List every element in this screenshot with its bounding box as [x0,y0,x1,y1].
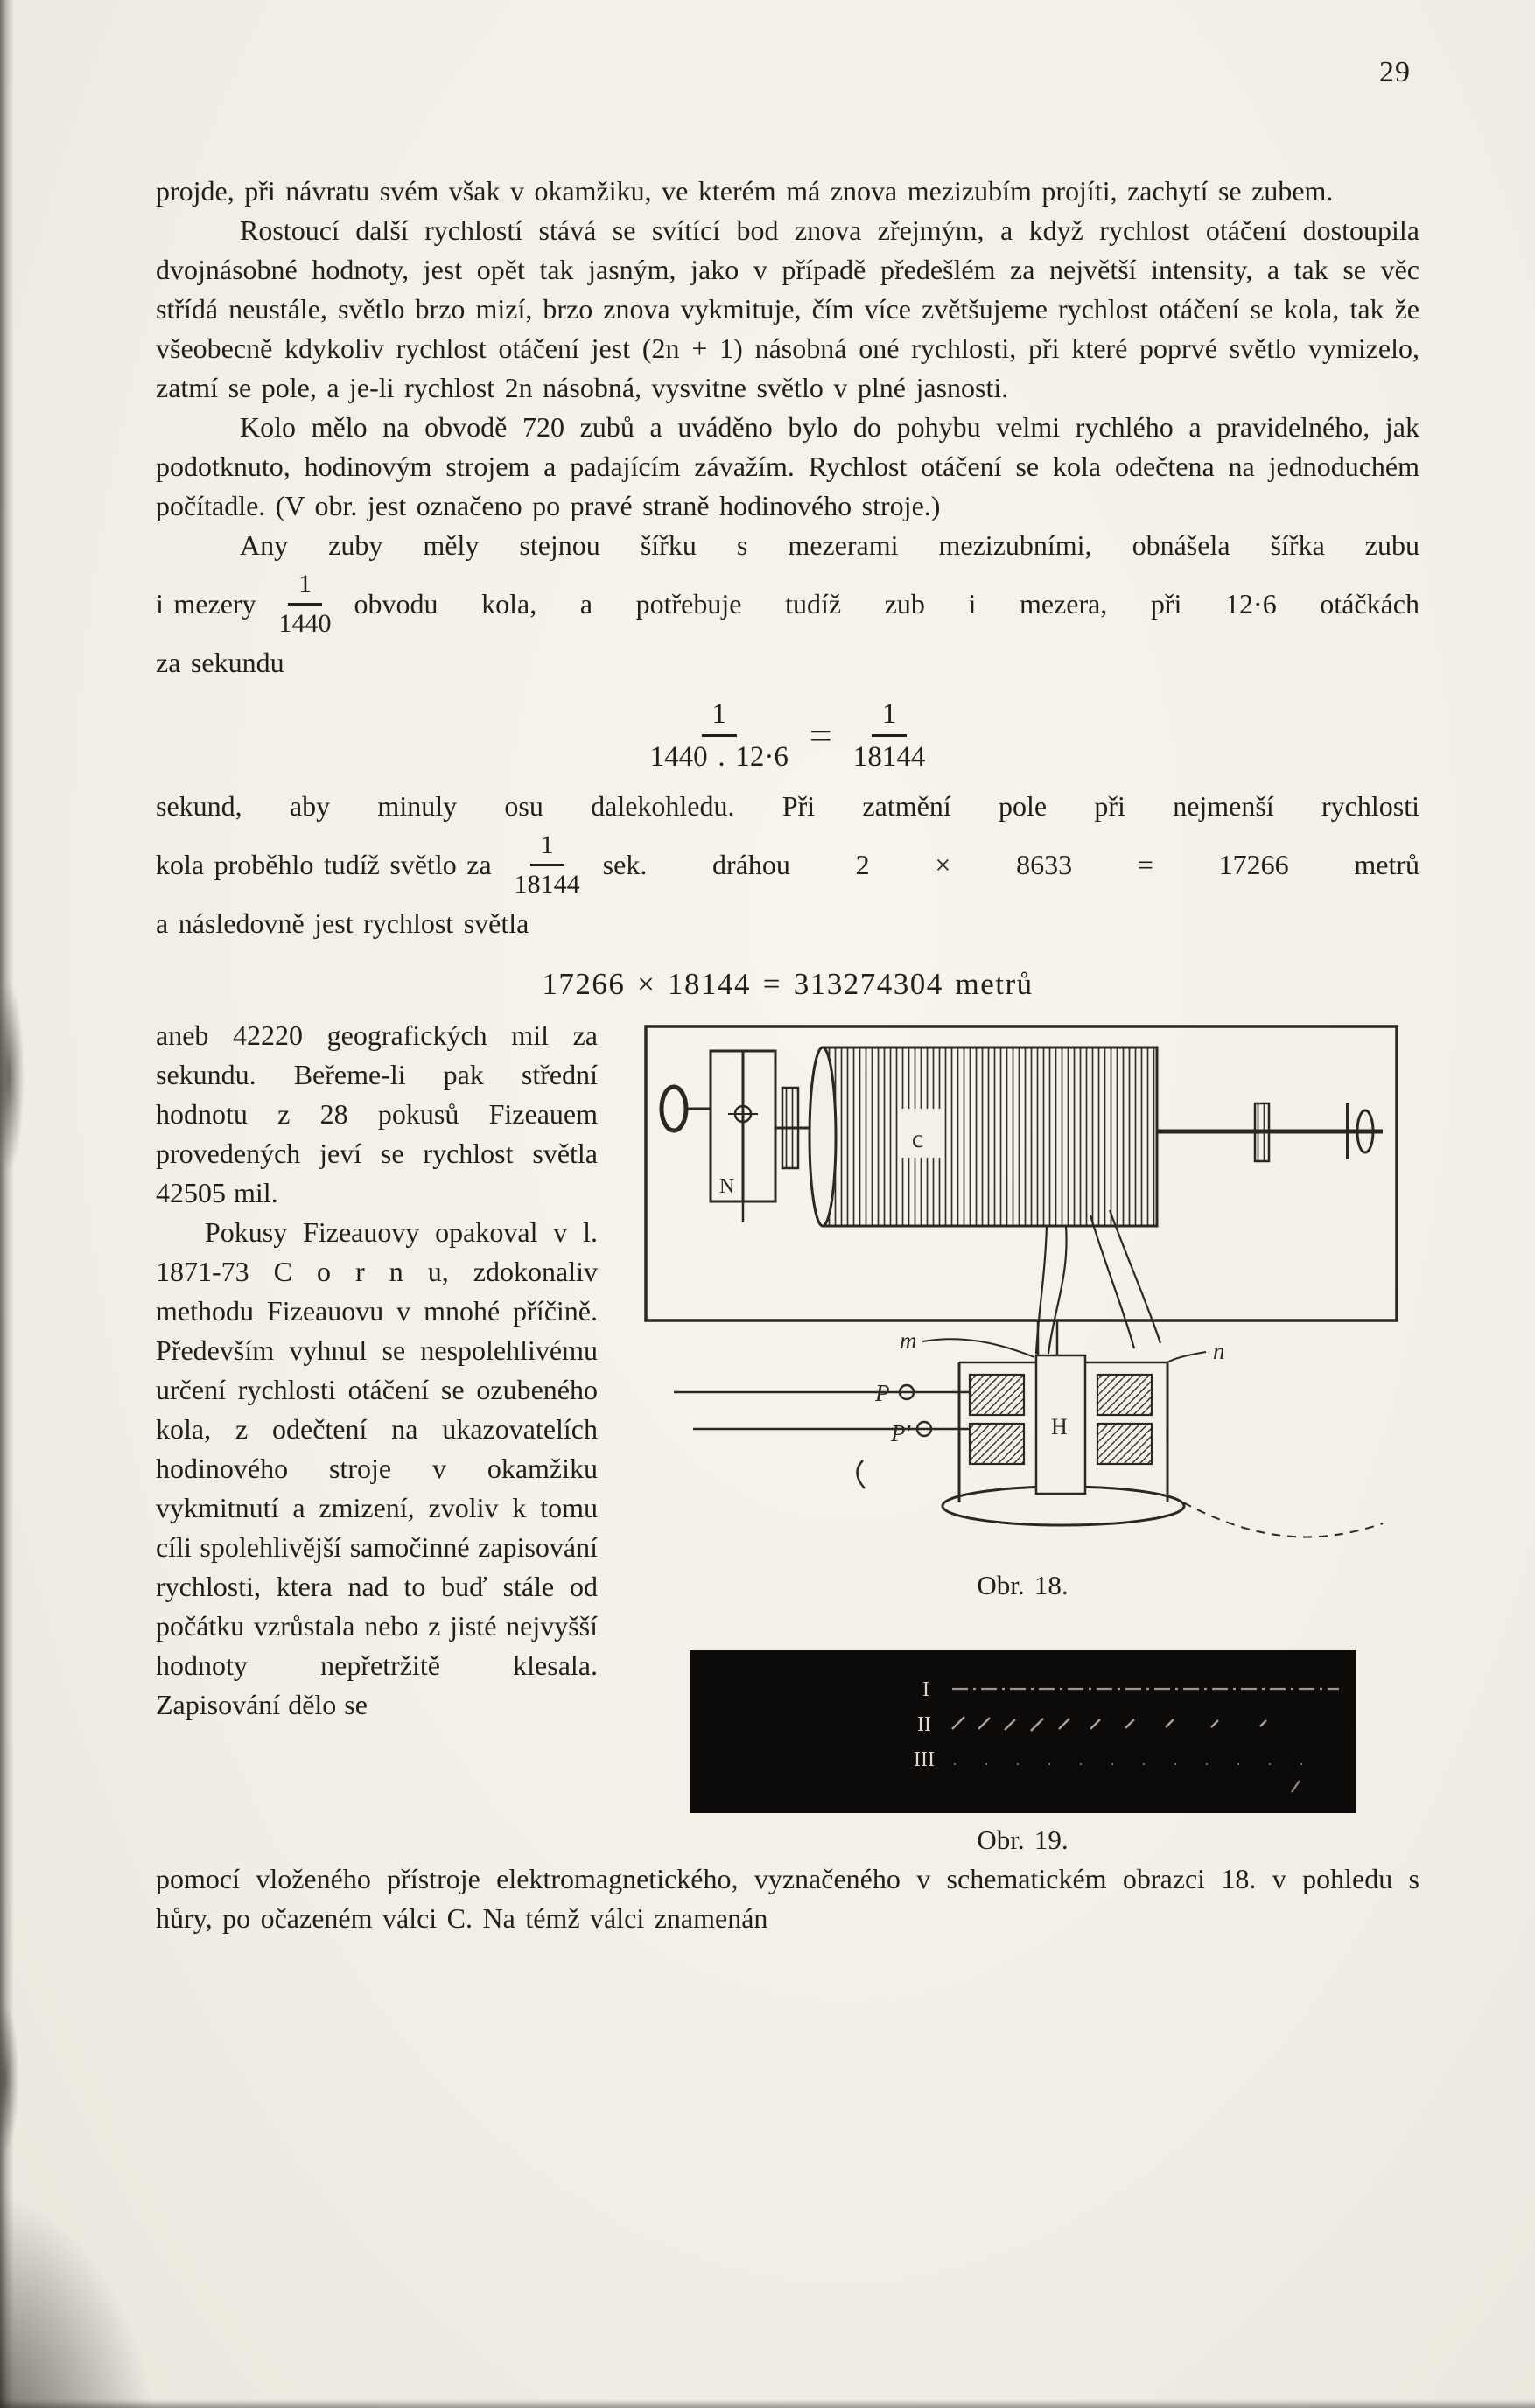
fig19-label-II: II [916,1713,931,1736]
paragraph-5 [156,787,1419,943]
paragraph-5-line-3: a následovně jest rychlost světla [156,907,529,939]
fig19-trace-photo [690,1650,1356,1813]
paragraph-2: Rostoucí další rychlostí stává se svítící bod znova zřejmým, a když rychlost otáčení dostoupila dvojnásobné hodnoty, jest opět tak jasným, jako v případě předešlém za největší intensity, a tak se věc střídá neustále, světlo brzo mizí, brzo znova vykmituje, čím více zvětšujeme rychlost otáčení se kola, tak že všeobecně kdykoliv rychlost otáčení jest (2n + 1) násobná oné rychlosti, při které poprvé světlo vymizelo, zatmí se pole, a je-li rychlost 2n násobná, vysvitne světlo v plné jasnosti. [156,214,1419,403]
paragraph-5-line-1: sekund, aby minuly osu dalekohledu. Při zatmění pole při nejmenší rychlosti [156,790,1419,822]
fig18-squiggle [857,1460,865,1488]
formula-fraction [650,696,789,774]
scan-smudge [0,980,25,1172]
inline-text: sek. dráhou 2 × 8633 = 17266 metrů [602,849,1419,880]
fig19-background [690,1650,1356,1813]
fraction-denominator: 1440 . 12·6 [649,741,789,773]
fig18-feed-wires [674,1385,970,1436]
page-number: 29 [1379,56,1411,88]
fraction-numerator: 1 [530,830,564,866]
fraction-numerator: 1 [872,696,908,737]
inline-text: kola proběhlo tudíž světlo za [156,849,492,880]
fig18-label-N: N [718,1175,734,1198]
figure-19-caption: Obr. 19. [977,1824,1069,1855]
inline-text: obvodu kola, a potřebuje tudíž zub i mezera, při 12·6 otáčkách [354,588,1419,620]
paragraph-4 [156,526,1419,682]
fig18-brush-wires [1036,1210,1160,1354]
display-formula-1 [156,696,1419,774]
scan-edge-shadow [0,2399,1535,2408]
paragraph-3: Kolo mělo na obvodě 720 zubů a uváděno bylo do pohybu velmi rychlého a pravidelného, jak podotknuto, hodinovým strojem a padajícím závažím. Rychlost otáčení se kola odečtena na jednoduchém počítadle. (V obr. jest označeno po pravé straně hodinového stroje.) [156,411,1419,522]
paragraph-5-line-2 [156,830,1419,900]
right-column [598,1016,1419,1859]
left-column-paragraph-1: aneb 42220 geografických mil za sekundu. Beřeme-li pak střední hodnotu z 28 pokusů Fizeauem provedených jeví se rychlost světla 42505 mil. [156,1019,598,1208]
paragraph-4-line-2 [156,569,1419,640]
fraction-numerator: 1 [702,696,738,737]
fraction-denominator: 18144 [514,870,580,899]
fraction-denominator: 1440 [278,609,332,638]
fig18-apparatus-drawing [642,1016,1404,1558]
inline-text: i mezery [156,588,256,620]
fig18-label-P-prime: P' [890,1420,910,1446]
fig18-drum [810,1047,1157,1226]
inline-fraction [279,569,332,640]
scan-corner-shadow [0,2163,175,2408]
scan-smudge [0,2004,19,2152]
fig18-dashed-curve [1183,1502,1383,1536]
figure-19 [626,1650,1419,1859]
fig18-label-H: H [1050,1414,1068,1439]
formula-fraction [853,696,926,774]
fig19-label-III: III [913,1748,935,1771]
figure-18 [626,1016,1419,1605]
page-content [156,172,1419,1938]
fraction-numerator: 1 [288,569,322,606]
fig18-label-P: P [874,1380,889,1406]
display-formula-2: 17266 × 18144 = 313274304 metrů [542,967,1034,1001]
paragraph-1: projde, při návratu svém však v okamžiku, ve kterém má znova mezizubím projíti, zachytí se zubem. [156,175,1334,206]
fig18-label-m: m [899,1327,916,1354]
left-column [156,1016,598,1859]
equals-sign: = [809,712,832,758]
fig18-label-c: c [911,1124,923,1153]
left-column-paragraph-2: Pokusy Fizeauovy opakoval v l. 1871-73 C o r n u, zdokonaliv methodu Fizeauovu v mnohé příčině. Především vyhnul se nespolehlivému určení rychlosti otáčení se ozubeného kola, z odečtení na ukazovatelích hodinového stroje v okamžiku vykmitnutí a zmizení, zvoliv k tomu cíli spolehlivější samočinné zapisování rychlosti, ktera nad to buď stále od počátku vzrůstala nebo z jisté nejvyšší hodnoty nepřetržitě klesala. Zapisování dělo se [156,1216,598,1720]
fig18-label-n: n [1212,1338,1224,1364]
fig18-axle [1157,1103,1383,1161]
fig18-eyepiece [662,1087,711,1130]
paragraph-4-line-3: za sekundu [156,647,284,678]
inline-fraction [515,830,580,900]
fig19-label-I: I [922,1678,929,1701]
fraction-denominator: 18144 [852,741,926,773]
paragraph-4-line-1: Any zuby měly stejnou šířku s mezerami mezizubními, obnášela šířka zubu [240,529,1419,561]
two-column-section [156,1016,1419,1859]
figure-18-caption: Obr. 18. [977,1570,1069,1600]
fig18-recorder [943,1355,1184,1525]
bottom-paragraph: pomocí vloženého přístroje elektromagnetického, vyznačeného v schematickém obrazci 18. v pohledu s hůry, po očazeném válci C. Na témž válci znamenán [156,1863,1419,1934]
